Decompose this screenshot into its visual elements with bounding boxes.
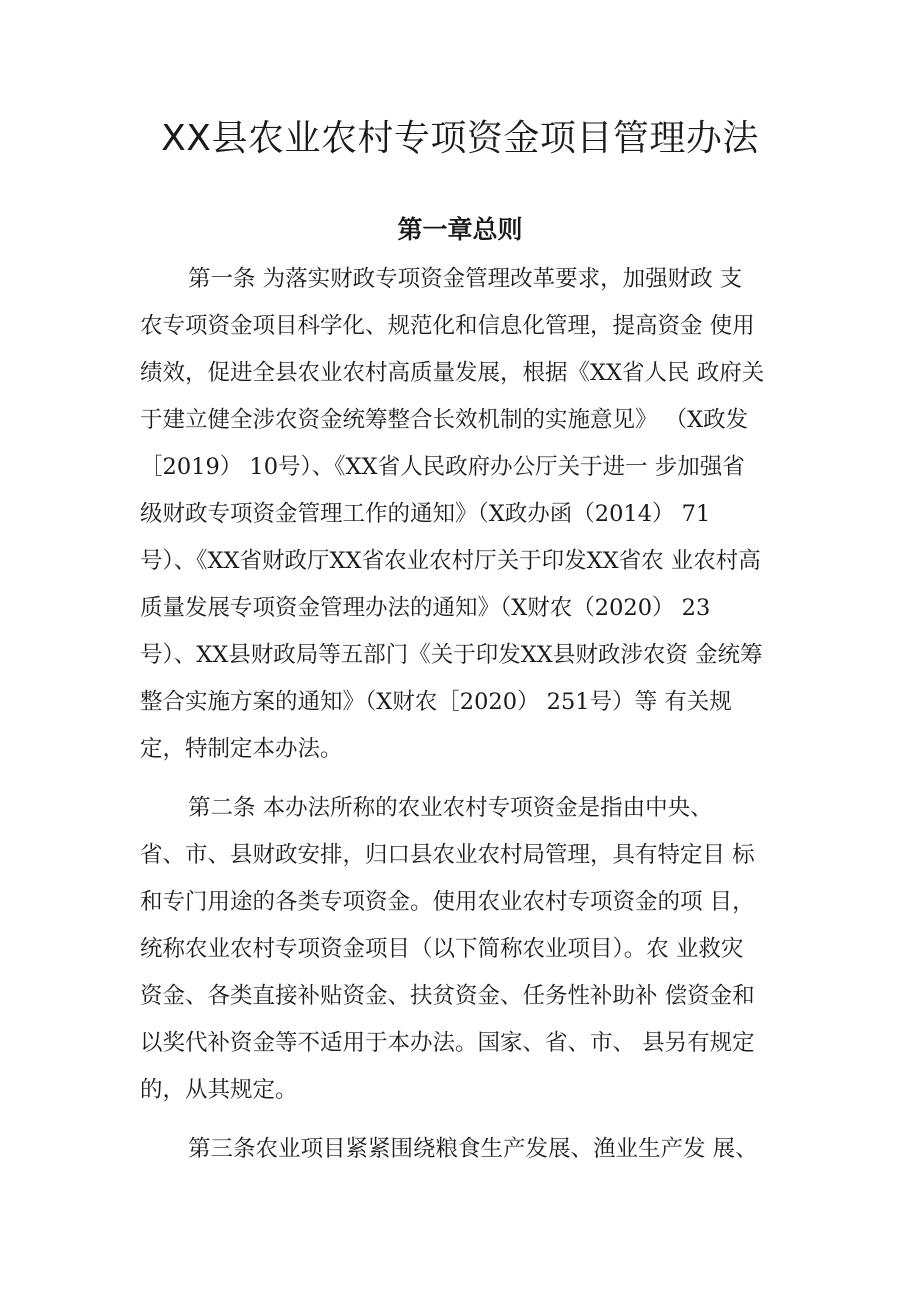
article-1-line-8: 质量发展专项资金管理办法的通知》（X财农（2020） 23 <box>140 595 711 621</box>
article-1-line-5: ［2019） 10号）、《XX省人民政府办公厅关于进一 步加强省 <box>140 454 745 480</box>
article-1-line-1: 第一条 为落实财政专项资金管理改革要求，加强财政 支 <box>188 266 743 292</box>
article-2-line-2: 省、市、县财政安排，归口县农业农村局管理，具有特定目 标 <box>140 842 755 868</box>
article-2-line-6: 以奖代补资金等不适用于本办法。国家、省、市、 县另有规定 <box>140 1030 755 1056</box>
document-title: XX县农业农村专项资金项目管理办法 <box>161 118 759 159</box>
chapter-heading: 第一章总则 <box>397 215 523 244</box>
article-1-line-3: 绩效，促进全县农业农村高质量发展，根据《XX省人民 政府关 <box>140 360 765 386</box>
article-2-line-4: 统称农业农村专项资金项目（以下简称农业项目）。农 业救灾 <box>140 936 744 962</box>
article-2-line-1: 第二条 本办法所称的农业农村专项资金是指由中央、 <box>188 795 713 821</box>
article-1-line-10: 整合实施方案的通知》（X财农［2020） 251号）等 有关规 <box>140 689 732 715</box>
article-2-line-5: 资金、各类直接补贴资金、扶贫资金、任务性补助补 偿资金和 <box>140 983 755 1009</box>
article-1-line-11: 定，特制定本办法。 <box>140 736 343 762</box>
article-1-line-4: 于建立健全涉农资金统筹整合长效机制的实施意见》 （X政发 <box>140 407 749 433</box>
article-2-line-7: 的，从其规定。 <box>140 1077 298 1103</box>
article-1-line-6: 级财政专项资金管理工作的通知》（X政办函（2014） 71 <box>140 501 711 527</box>
article-1-line-2: 农专项资金项目科学化、规范化和信息化管理，提高资金 使用 <box>140 313 755 339</box>
article-2-line-3: 和专门用途的各类专项资金。使用农业农村专项资金的项 目， <box>140 889 755 915</box>
article-1-line-7: 号）、《XX省财政厅XX省农业农村厅关于印发XX省农 业农村高 <box>140 548 761 574</box>
article-3-line-1: 第三条农业项目紧紧围绕粮食生产发展、渔业生产发 展、 <box>188 1136 758 1162</box>
article-1-line-9: 号）、XX县财政局等五部门《关于印发XX县财政涉农资 金统筹 <box>140 642 763 668</box>
